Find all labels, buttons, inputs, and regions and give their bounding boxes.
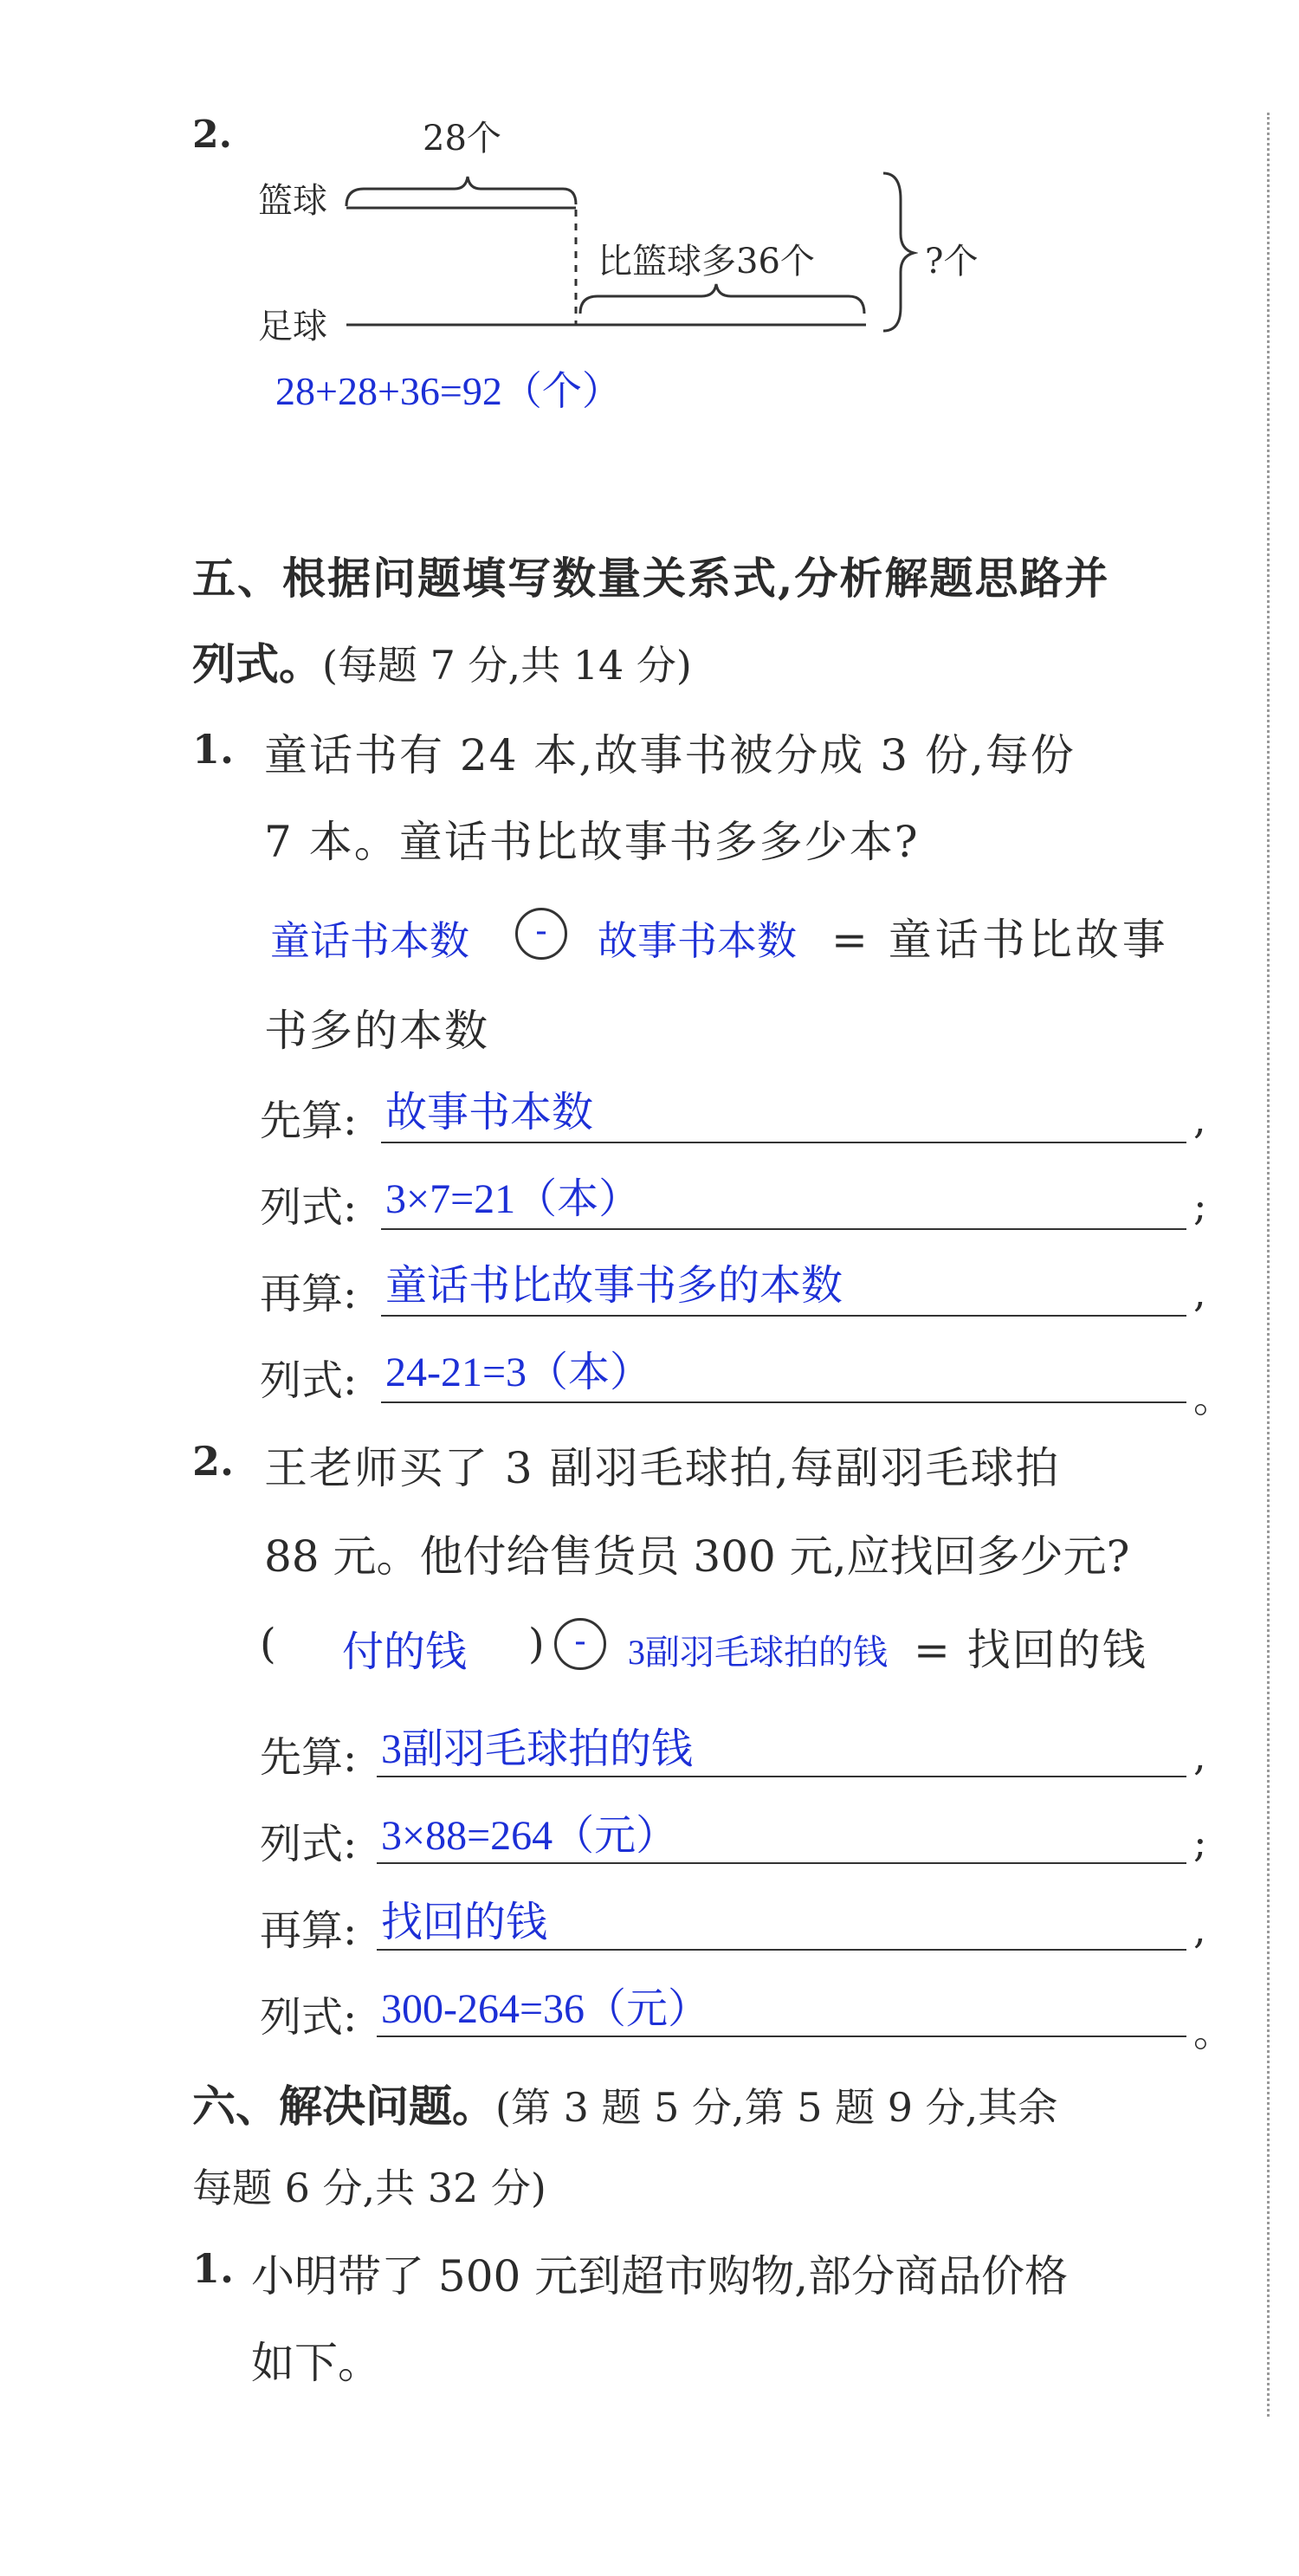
punctuation: ; bbox=[1193, 1819, 1207, 1866]
brace-total-icon bbox=[883, 173, 914, 331]
punctuation: , bbox=[1193, 1269, 1206, 1316]
question-text: 如下。 bbox=[251, 2338, 381, 2388]
first-step-answer: 3副羽毛球拍的钱 bbox=[381, 1726, 694, 1772]
question-text: 王老师买了 3 副羽毛球拍,每副羽毛球拍 bbox=[264, 1443, 1061, 1493]
blank-b-answer: 故事书本数 bbox=[598, 919, 797, 963]
first-step-answer: 故事书本数 bbox=[385, 1090, 594, 1136]
first-step-label: 先算: bbox=[260, 1097, 358, 1145]
first-step-label: 先算: bbox=[260, 1733, 358, 1782]
second-step-answer: 童话书比故事书多的本数 bbox=[385, 1263, 843, 1309]
section5-title-line1: 五、根据问题填写数量关系式,分析解题思路并 bbox=[192, 553, 1110, 604]
section5-title-line2: 列式。(每题 7 分,共 14 分) bbox=[192, 638, 692, 689]
brace-36-icon bbox=[580, 284, 864, 314]
punctuation: ; bbox=[1193, 1182, 1207, 1229]
punctuation: , bbox=[1193, 1906, 1206, 1952]
expression1-label: 列式: bbox=[260, 1183, 358, 1232]
question-text: 7 本。童话书比故事书多多少本? bbox=[264, 817, 920, 867]
question-text: 88 元。他付给售货员 300 元,应找回多少元? bbox=[264, 1531, 1130, 1582]
punctuation: 。 bbox=[1193, 1375, 1233, 1421]
blank-a-answer: 付的钱 bbox=[342, 1629, 468, 1675]
answer-line bbox=[377, 1862, 1186, 1864]
punctuation: 。 bbox=[1193, 2009, 1233, 2055]
brace-top-label: 28个 bbox=[423, 119, 501, 159]
brace-28-icon bbox=[346, 177, 576, 206]
question-number: 2. bbox=[192, 1438, 235, 1485]
equation-rest: = 童话书比故事 bbox=[831, 915, 1169, 965]
expression2-answer: 24-21=3（本） bbox=[385, 1349, 652, 1395]
second-step-answer: 找回的钱 bbox=[381, 1900, 548, 1945]
operator-circle: - bbox=[554, 1618, 606, 1670]
bar-diagram bbox=[329, 147, 918, 346]
section6-title-line2: 每题 6 分,共 32 分) bbox=[192, 2165, 546, 2211]
expression2-label: 列式: bbox=[260, 1993, 358, 2042]
second-step-label: 再算: bbox=[260, 1270, 358, 1318]
page-edge-dotted-line bbox=[1267, 113, 1270, 2417]
blank-b-answer: 3副羽毛球拍的钱 bbox=[628, 1633, 888, 1672]
question-text: 小明带了 500 元到超市购物,部分商品价格 bbox=[251, 2251, 1069, 2301]
football-label: 足球 bbox=[258, 307, 327, 346]
expression1-answer: 3×88=264（元） bbox=[381, 1813, 678, 1859]
equation-rest: = 找回的钱 bbox=[914, 1625, 1147, 1675]
operator-circle: - bbox=[515, 908, 567, 960]
q2-answer: 28+28+36=92（个） bbox=[275, 369, 622, 413]
punctuation: , bbox=[1193, 1732, 1206, 1779]
expression1-answer: 3×7=21（本） bbox=[385, 1176, 641, 1222]
answer-line bbox=[381, 1401, 1186, 1403]
question-number: 1. bbox=[192, 726, 235, 773]
question-text: 童话书有 24 本,故事书被分成 3 份,每份 bbox=[264, 730, 1076, 780]
answer-line bbox=[381, 1142, 1186, 1143]
answer-line bbox=[381, 1228, 1186, 1230]
blank-a-answer: 童话书本数 bbox=[270, 919, 469, 963]
paren-close: ) bbox=[528, 1620, 545, 1668]
punctuation: , bbox=[1193, 1096, 1206, 1142]
total-label: ?个 bbox=[925, 242, 979, 282]
answer-line bbox=[377, 1776, 1186, 1777]
equation-line2: 书多的本数 bbox=[264, 1006, 489, 1056]
question-number: 1. bbox=[192, 2245, 235, 2292]
expression2-answer: 300-264=36（元） bbox=[381, 1986, 710, 2032]
paren-open: ( bbox=[260, 1620, 276, 1668]
expression1-label: 列式: bbox=[260, 1820, 358, 1868]
question-number: 2. bbox=[192, 113, 232, 157]
answer-line bbox=[377, 2036, 1186, 2037]
second-step-label: 再算: bbox=[260, 1906, 358, 1955]
answer-line bbox=[377, 1949, 1186, 1951]
answer-line bbox=[381, 1315, 1186, 1317]
expression2-label: 列式: bbox=[260, 1356, 358, 1405]
basketball-label: 篮球 bbox=[258, 181, 327, 221]
section6-title-line1: 六、解决问题。(第 3 题 5 分,第 5 题 9 分,其余 bbox=[192, 2081, 1058, 2132]
extra-label: 比篮球多36个 bbox=[598, 242, 815, 282]
